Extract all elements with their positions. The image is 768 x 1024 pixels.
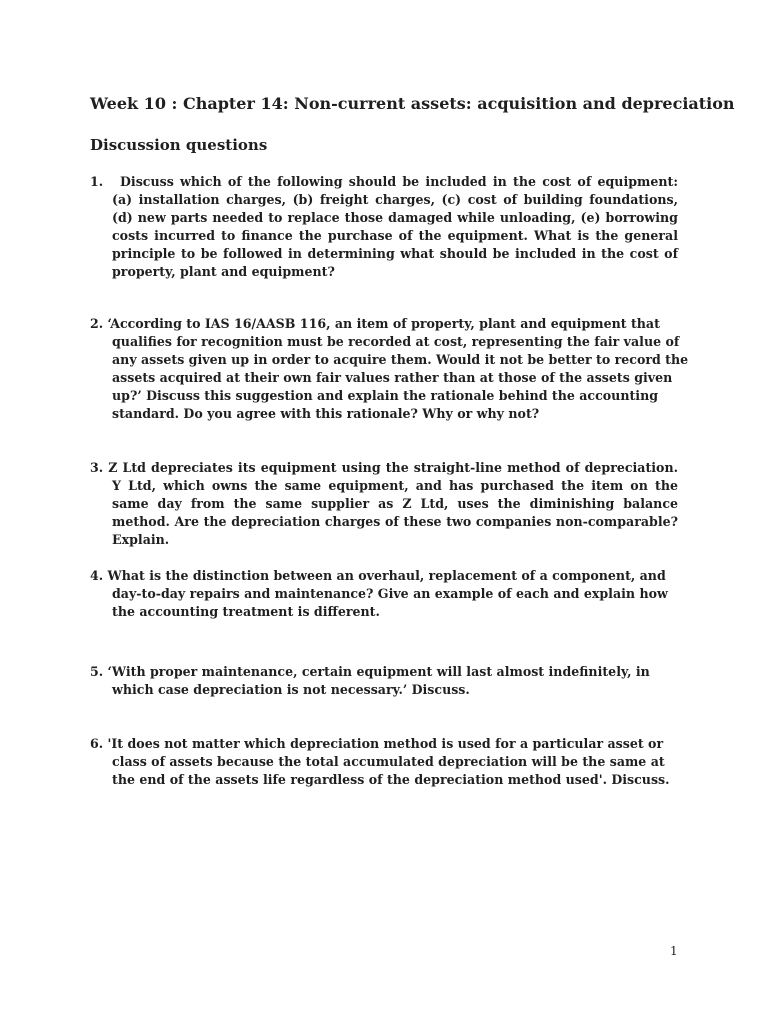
question-number: 4.: [90, 568, 104, 583]
question-4: [90, 567, 678, 621]
question-number: 2.: [90, 316, 104, 331]
question-1: [90, 173, 678, 281]
question-3: [90, 459, 678, 549]
question-2: [90, 315, 690, 423]
question-text: ‘According to IAS 16/AASB 116, an item of property, plant and equipment that qualifies for recognition must be recorded at cost, representing the fair value of any assets given up in order to acquire them. Would it not be better to record the assets acquired at their own fair values rather than at those of the assets given up?’ Discuss this suggestion and explain the rationale behind the accounting standard. Do you agree with this rationale? Why or why not?: [107, 316, 689, 421]
page-title: Week 10 : Chapter 14: Non-current assets: acquisition and depreciation: [90, 94, 735, 113]
question-number: 3.: [90, 460, 104, 475]
question-text: ‘With proper maintenance, certain equipment will last almost indefinitely, in which case depreciation is not necessary.’ Discuss.: [107, 664, 650, 697]
question-text: Z Ltd depreciates its equipment using the straight-line method of depreciation. Y Ltd, which owns the same equipment, and has purchased the item on the same day from the same supplier as Z Ltd, uses the diminishing balance method. Are the depreciation charges of these two companies non-comparable? Explain.: [108, 460, 678, 547]
question-text: 'It does not matter which depreciation method is used for a particular asset or class of assets because the total accumulated depreciation will be the same at the end of the assets life regardless of the depreciation method used'. Discuss.: [107, 736, 670, 787]
section-heading: Discussion questions: [90, 136, 268, 154]
page-number: 1: [670, 944, 678, 958]
question-5: [90, 663, 678, 699]
question-number: 6.: [90, 736, 104, 751]
question-6: [90, 735, 678, 789]
question-number: 5.: [90, 664, 104, 679]
question-text: Discuss which of the following should be included in the cost of equipment: (a) installation charges, (b) freight charges, (c) cost of building foundations, (d) new parts needed to replace those damaged while unloading, (e) borrowing costs incurred to finance the purchase of the equipment. What is the general principle to be followed in determining what should be included in the cost of property, plant and equipment?: [112, 174, 678, 279]
question-number: 1.: [90, 174, 104, 189]
question-text: What is the distinction between an overhaul, replacement of a component, and day-to-day repairs and maintenance? Give an example of each and explain how the accounting treatment is different.: [107, 568, 668, 619]
